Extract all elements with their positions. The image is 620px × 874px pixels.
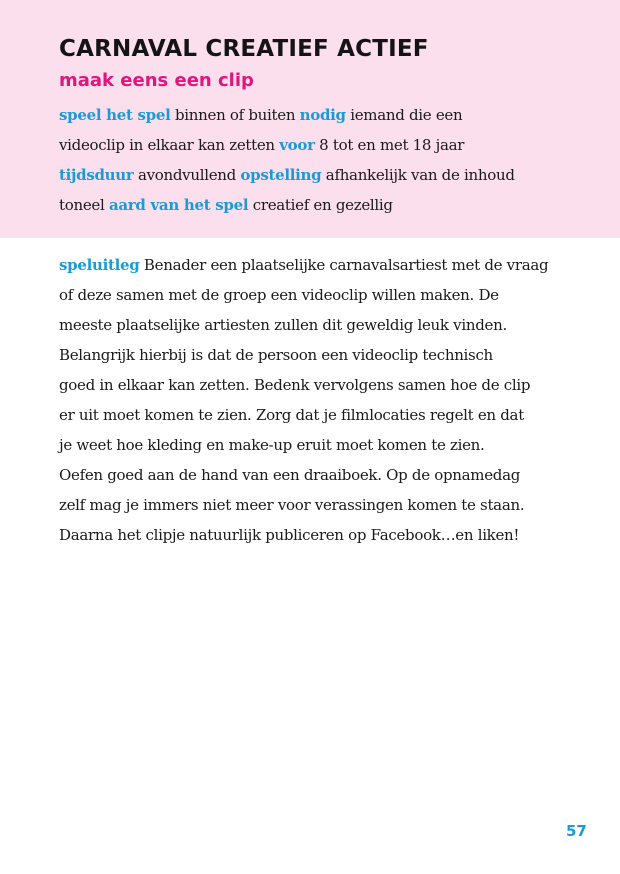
value-opstelling: afhankelijk van de inhoud [321, 166, 515, 184]
game-info-line [59, 130, 569, 160]
body-text: Benader een plaatselijke carnavalsartiest met de vraag [139, 256, 549, 274]
label-tijdsduur: tijdsduur [59, 166, 134, 184]
label-voor: voor [279, 136, 315, 154]
page-number: 57 [566, 822, 587, 840]
value-toneel: toneel [59, 196, 109, 214]
body-line: Daarna het clipje natuurlijk publiceren op Facebook…en liken! [59, 526, 520, 544]
body-line: Belangrijk hierbij is dat de persoon een videoclip technisch [59, 346, 493, 364]
label-opstelling: opstelling [240, 166, 322, 184]
game-info [59, 100, 569, 220]
label-nodig: nodig [299, 106, 346, 124]
value-speel-het-spel: binnen of buiten [170, 106, 300, 124]
value-nodig-cont: videoclip in elkaar kan zetten [59, 136, 280, 154]
body-line [59, 250, 569, 280]
body-line: je weet hoe kleding en make-up eruit moet komen te zien. [59, 436, 485, 454]
header-band [0, 0, 620, 238]
value-nodig: iemand die een [345, 106, 463, 124]
game-explanation [59, 250, 569, 550]
page-subtitle: maak eens een clip [59, 70, 254, 91]
game-info-line [59, 190, 569, 220]
label-speel-het-spel: speel het spel [59, 106, 171, 124]
page-title: CARNAVAL CREATIEF ACTIEF [59, 36, 429, 62]
game-info-line [59, 160, 569, 190]
label-speluitleg: speluitleg [59, 256, 140, 274]
label-aard-van-het-spel: aard van het spel [108, 196, 249, 214]
value-aard-van-het-spel: creatief en gezellig [248, 196, 393, 214]
body-line: zelf mag je immers niet meer voor verassingen komen te staan. [59, 496, 525, 514]
value-voor: 8 tot en met 18 jaar [314, 136, 465, 154]
body-line: meeste plaatselijke artiesten zullen dit geweldig leuk vinden. [59, 316, 507, 334]
body-line: Oefen goed aan de hand van een draaiboek. Op de opnamedag [59, 466, 521, 484]
game-info-line [59, 100, 569, 130]
body-line: er uit moet komen te zien. Zorg dat je filmlocaties regelt en dat [59, 406, 524, 424]
body-line: goed in elkaar kan zetten. Bedenk vervolgens samen hoe de clip [59, 376, 531, 394]
body-line: of deze samen met de groep een videoclip willen maken. De [59, 286, 499, 304]
value-tijdsduur: avondvullend [133, 166, 241, 184]
